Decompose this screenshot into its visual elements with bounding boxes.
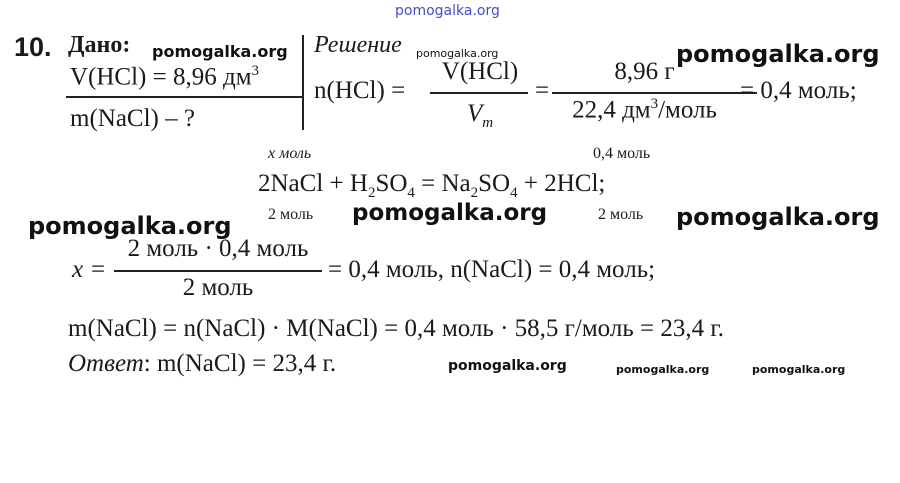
watermark-top: pomogalka.org [395,3,500,19]
eq1-frac1-den [430,100,530,132]
eq1-lhs: n(HCl) = [314,77,406,104]
reaction-below-left: 2 моль [268,206,314,223]
eq1-frac2-den-tail: /моль [658,96,717,124]
eq2-den: 2 моль [182,274,254,301]
watermark-large-left: pomogalka.org [28,212,232,240]
given-label: Дано: [68,32,131,58]
given-vertical-separator [302,35,304,130]
eq1-eq-sign: = [535,77,550,104]
reaction-sub-1: 2 [367,185,376,201]
given-volume [70,63,259,91]
reaction-above-left-text: x моль [268,145,312,162]
watermark-tiny-header: pomogalka.org [416,47,499,60]
eq3: m(NaCl) = n(NaCl) · M(NaCl) = 0,4 моль · 58,5 г/моль = 23,4 г. [68,315,725,342]
eq2-bar [114,270,322,272]
reaction-part-2: SO [375,170,408,197]
reaction-below-right: 2 моль [598,206,644,223]
watermark-bottom-2: pomogalka.org [616,363,710,376]
eq1-frac1-bar [430,92,528,94]
reaction-sub-3: 2 [470,185,479,201]
watermark-bottom-1: pomogalka.org [448,358,567,374]
watermark-bottom-3: pomogalka.org [752,363,846,376]
watermark-small-header: pomogalka.org [152,42,288,61]
eq2-result: = 0,4 моль, n(NaCl) = 0,4 моль; [328,256,656,283]
eq1-result: = 0,4 моль; [740,77,857,104]
eq1-frac2-num: 8,96 г [614,58,675,85]
answer-label: Ответ [68,350,144,377]
eq2-num: 2 моль · 0,4 моль [127,235,309,262]
solution-label: Решение [314,32,402,58]
reaction-above-left [268,145,311,163]
eq1-frac1-den-text: V [466,100,483,127]
given-divider [66,96,302,98]
eq1-frac2-den-text: 22,4 дм [572,96,651,124]
reaction-part-4: SO [478,170,511,197]
reaction-sub-2: 4 [407,185,415,201]
given-volume-text: V(HCl) = 8,96 дм [70,63,252,91]
reaction-equation [258,170,605,202]
eq2-lhs: x = [72,256,107,283]
reaction-part-5: + 2HCl; [517,170,606,197]
reaction-part-1: 2NaCl + H [258,170,368,197]
eq1-frac1-num: V(HCl) [441,58,519,85]
reaction-part-3: = Na [414,170,471,197]
eq1-frac2-bar [552,92,757,94]
reaction-sub-4: 4 [510,185,518,201]
given-volume-sup: 3 [251,63,260,79]
watermark-large-right-top: pomogalka.org [676,40,880,68]
eq1-frac2-den [552,96,737,124]
watermark-large-right-mid: pomogalka.org [676,203,880,231]
find-line: m(NaCl) – ? [70,105,195,132]
reaction-above-right: 0,4 моль [593,145,651,162]
answer-line [68,350,336,378]
eq1-frac2-den-sup: 3 [650,96,659,112]
eq1-frac1-den-sub: m [482,115,494,131]
watermark-large-mid: pomogalka.org [352,200,548,226]
answer-text: : m(NaCl) = 23,4 г. [143,350,337,377]
problem-number: 10. [14,32,52,62]
